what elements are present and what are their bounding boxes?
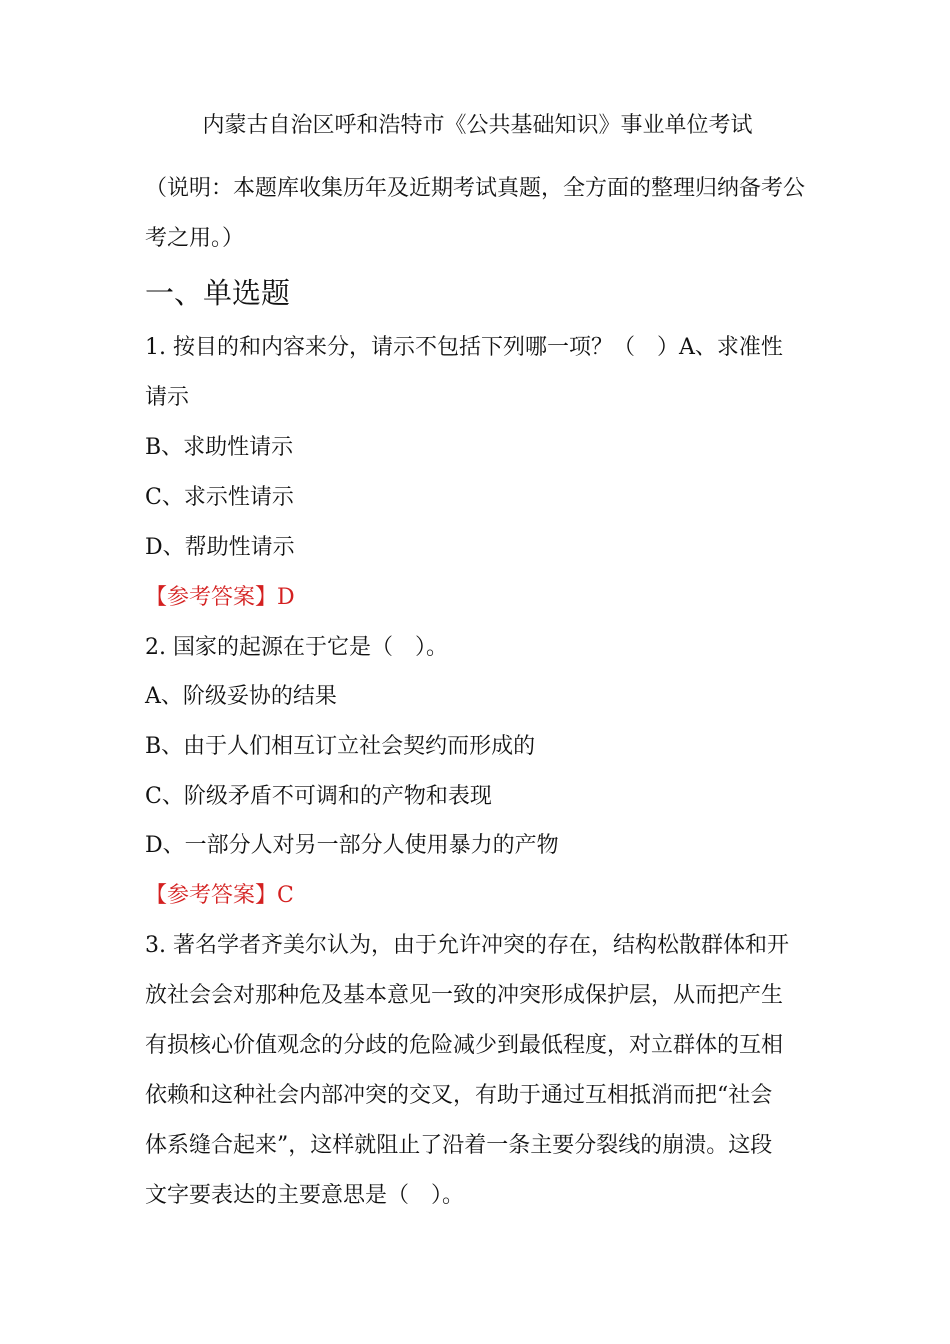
instructions-note: （说明：本题库收集历年及近期考试真题，全方面的整理归纳备考公考之用。） [145,176,806,251]
section-heading: 一、单选题 [145,276,291,310]
question-3-stem-line-2: 放社会会对那种危及基本意见一致的冲突形成保护层，从而把产生 [145,983,784,1008]
question-1-stem-line-1: 1. 按目的和内容来分，请示不包括下列哪一项？（ ）A、求准性 [145,335,783,360]
answer-label: 【参考答案】 [145,883,278,908]
question-1-answer [145,582,295,614]
question-3-stem-line-4: 依赖和这种社会内部冲突的交叉，有助于通过互相抵消而把“社会 [145,1083,773,1108]
document-title: 内蒙古自治区呼和浩特市《公共基础知识》事业单位考试 [202,113,753,138]
question-1-option-d: D、帮助性请示 [145,535,295,560]
question-3-stem-line-3: 有损核心价值观念的分歧的危险减少到最低程度，对立群体的互相 [145,1033,784,1058]
question-3-stem-line-5: 体系缝合起来”，这样就阻止了沿着一条主要分裂线的崩溃。这段 [145,1133,773,1158]
question-1-option-b: B、求助性请示 [145,435,294,460]
question-2-answer [145,880,294,912]
question-2-option-a: A、阶级妥协的结果 [145,684,337,709]
question-2-stem: 2. 国家的起源在于它是（ ）。 [145,635,448,660]
question-2-option-b: B、由于人们相互订立社会契约而形成的 [145,734,536,759]
question-1-option-c: C、求示性请示 [145,485,294,510]
answer-value: C [277,883,294,908]
question-3-stem-line-1: 3. 著名学者齐美尔认为，由于允许冲突的存在，结构松散群体和开 [145,933,789,958]
question-1-stem-line-2: 请示 [145,385,190,410]
answer-label: 【参考答案】 [145,585,278,610]
answer-value: D [277,585,295,610]
question-3-stem-line-6: 文字要表达的主要意思是（ ）。 [145,1183,465,1208]
question-2-option-c: C、阶级矛盾不可调和的产物和表现 [145,784,492,809]
question-2-option-d: D、一部分人对另一部分人使用暴力的产物 [145,833,559,858]
